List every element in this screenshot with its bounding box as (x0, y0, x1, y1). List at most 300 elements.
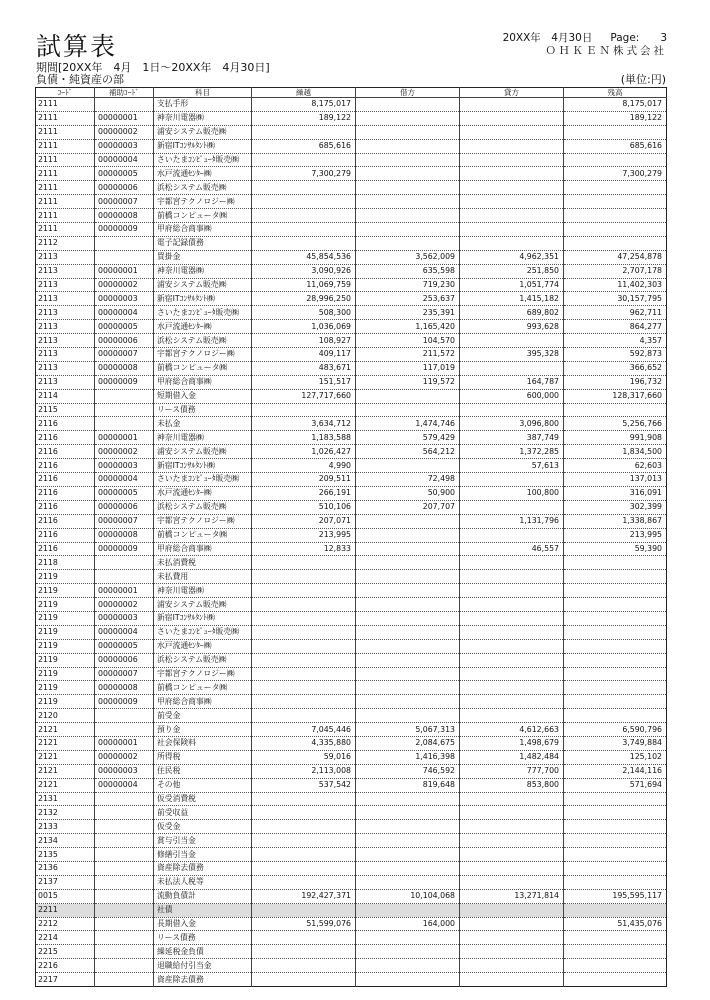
cell-debit (356, 639, 460, 653)
cell-account: 甲府総合商事㈱ (154, 542, 252, 556)
cell-account: 修繕引当金 (154, 848, 252, 862)
cell-code: 2119 (36, 667, 95, 681)
cell-code: 2132 (36, 806, 95, 820)
cell-code: 2116 (36, 514, 95, 528)
cell-credit: 13,271,814 (460, 889, 564, 903)
cell-balance (564, 209, 667, 223)
cell-debit (356, 861, 460, 875)
cell-code: 2119 (36, 681, 95, 695)
cell-code: 2116 (36, 542, 95, 556)
table-row (36, 167, 667, 181)
cell-debit (356, 153, 460, 167)
cell-account: 浜松システム販売㈱ (154, 334, 252, 348)
cell-code: 2121 (36, 750, 95, 764)
cell-carryover (252, 209, 356, 223)
cell-carryover (252, 125, 356, 139)
cell-sub-code: 00000004 (95, 306, 154, 320)
cell-account: 神奈川電器㈱ (154, 431, 252, 445)
cell-code: 2119 (36, 639, 95, 653)
cell-account: 新宿ITｺﾝｻﾙﾀﾝﾄ㈱ (154, 292, 252, 306)
table-row (36, 820, 667, 834)
cell-debit (356, 139, 460, 153)
cell-debit: 746,592 (356, 764, 460, 778)
col-header-carryover: 繰越 (252, 88, 356, 98)
cell-debit (356, 695, 460, 709)
cell-credit: 1,482,484 (460, 750, 564, 764)
table-row (36, 625, 667, 639)
cell-account: 長期借入金 (154, 917, 252, 931)
cell-credit (460, 917, 564, 931)
cell-debit: 253,637 (356, 292, 460, 306)
cell-account: 未払法人税等 (154, 875, 252, 889)
cell-carryover: 207,071 (252, 514, 356, 528)
cell-debit: 635,598 (356, 264, 460, 278)
cell-balance: 6,590,796 (564, 723, 667, 737)
cell-balance: 11,402,303 (564, 278, 667, 292)
cell-credit: 1,372,285 (460, 445, 564, 459)
cell-balance (564, 195, 667, 209)
table-row (36, 750, 667, 764)
cell-balance: 3,749,884 (564, 736, 667, 750)
cell-balance: 366,652 (564, 361, 667, 375)
table-row (36, 542, 667, 556)
cell-debit (356, 806, 460, 820)
cell-sub-code (95, 973, 154, 987)
cell-credit: 100,800 (460, 486, 564, 500)
cell-credit (460, 903, 564, 917)
cell-account: 水戸流通ｾﾝﾀｰ㈱ (154, 320, 252, 334)
cell-carryover (252, 653, 356, 667)
cell-account: 電子記録債務 (154, 236, 252, 250)
cell-code: 2111 (36, 209, 95, 223)
cell-sub-code: 00000001 (95, 736, 154, 750)
cell-sub-code (95, 875, 154, 889)
cell-balance (564, 125, 667, 139)
cell-carryover (252, 625, 356, 639)
cell-credit (460, 500, 564, 514)
cell-code: 2118 (36, 556, 95, 570)
col-header-debit: 借方 (356, 88, 460, 98)
cell-sub-code: 00000002 (95, 278, 154, 292)
cell-carryover (252, 834, 356, 848)
table-row (36, 292, 667, 306)
cell-carryover: 7,300,279 (252, 167, 356, 181)
cell-carryover: 45,854,536 (252, 250, 356, 264)
cell-debit (356, 959, 460, 973)
cell-account: 仮受消費税 (154, 792, 252, 806)
cell-balance (564, 236, 667, 250)
cell-sub-code (95, 861, 154, 875)
cell-balance: 991,908 (564, 431, 667, 445)
cell-balance (564, 570, 667, 584)
cell-code: 2111 (36, 153, 95, 167)
table-row (36, 111, 667, 125)
cell-balance (564, 667, 667, 681)
cell-account: 浦安システム販売㈱ (154, 125, 252, 139)
cell-debit: 50,900 (356, 486, 460, 500)
cell-sub-code (95, 820, 154, 834)
table-row (36, 917, 667, 931)
table-row (36, 945, 667, 959)
cell-balance (564, 848, 667, 862)
cell-balance: 137,013 (564, 473, 667, 487)
table-row (36, 723, 667, 737)
cell-account: 宇都宮テクノロジー㈱ (154, 195, 252, 209)
cell-credit: 4,962,351 (460, 250, 564, 264)
cell-credit (460, 625, 564, 639)
cell-debit (356, 848, 460, 862)
cell-carryover (252, 875, 356, 889)
table-row (36, 306, 667, 320)
cell-balance (564, 931, 667, 945)
cell-debit: 5,067,313 (356, 723, 460, 737)
cell-debit (356, 403, 460, 417)
cell-credit (460, 931, 564, 945)
cell-credit: 1,051,774 (460, 278, 564, 292)
cell-code: 2113 (36, 320, 95, 334)
table-row (36, 848, 667, 862)
cell-debit (356, 667, 460, 681)
cell-carryover: 192,427,371 (252, 889, 356, 903)
cell-credit: 689,802 (460, 306, 564, 320)
cell-account: 甲府総合商事㈱ (154, 695, 252, 709)
cell-carryover: 508,300 (252, 306, 356, 320)
cell-debit (356, 598, 460, 612)
cell-balance (564, 903, 667, 917)
cell-account: 社債 (154, 903, 252, 917)
cell-credit (460, 861, 564, 875)
cell-credit (460, 111, 564, 125)
cell-carryover (252, 223, 356, 237)
table-row (36, 98, 667, 112)
cell-account: 預り金 (154, 723, 252, 737)
table-row (36, 278, 667, 292)
cell-code: 2119 (36, 653, 95, 667)
cell-code: 2111 (36, 111, 95, 125)
cell-debit: 211,572 (356, 348, 460, 362)
cell-credit: 600,000 (460, 389, 564, 403)
cell-debit (356, 528, 460, 542)
cell-debit (356, 792, 460, 806)
cell-credit (460, 209, 564, 223)
table-row (36, 181, 667, 195)
cell-sub-code: 00000004 (95, 625, 154, 639)
cell-balance: 864,277 (564, 320, 667, 334)
cell-debit (356, 945, 460, 959)
cell-debit: 719,230 (356, 278, 460, 292)
cell-sub-code: 00000002 (95, 125, 154, 139)
cell-sub-code (95, 570, 154, 584)
cell-sub-code: 00000004 (95, 778, 154, 792)
cell-carryover (252, 931, 356, 945)
cell-credit (460, 653, 564, 667)
cell-sub-code (95, 403, 154, 417)
cell-balance: 1,338,867 (564, 514, 667, 528)
cell-code: 2116 (36, 431, 95, 445)
table-row (36, 570, 667, 584)
cell-credit: 395,328 (460, 348, 564, 362)
cell-account: 神奈川電器㈱ (154, 111, 252, 125)
table-row (36, 403, 667, 417)
cell-account: 宇都宮テクノロジー㈱ (154, 348, 252, 362)
cell-balance (564, 653, 667, 667)
cell-balance (564, 598, 667, 612)
table-row (36, 556, 667, 570)
cell-code: 2111 (36, 139, 95, 153)
cell-balance: 302,399 (564, 500, 667, 514)
cell-account: 賞与引当金 (154, 834, 252, 848)
table-row (36, 236, 667, 250)
table-row (36, 834, 667, 848)
cell-credit: 853,800 (460, 778, 564, 792)
cell-sub-code (95, 556, 154, 570)
cell-debit (356, 973, 460, 987)
cell-carryover (252, 611, 356, 625)
cell-credit (460, 959, 564, 973)
cell-account: 浦安システム販売㈱ (154, 445, 252, 459)
cell-debit (356, 611, 460, 625)
cell-debit (356, 195, 460, 209)
cell-credit: 57,613 (460, 459, 564, 473)
cell-sub-code: 00000007 (95, 514, 154, 528)
cell-debit (356, 111, 460, 125)
cell-code: 2116 (36, 500, 95, 514)
cell-code: 2119 (36, 570, 95, 584)
table-row (36, 445, 667, 459)
cell-account: 未払消費税 (154, 556, 252, 570)
cell-code: 2211 (36, 903, 95, 917)
cell-sub-code: 00000005 (95, 320, 154, 334)
table-body (36, 98, 667, 987)
cell-credit (460, 195, 564, 209)
table-row (36, 486, 667, 500)
cell-account: 水戸流通ｾﾝﾀｰ㈱ (154, 486, 252, 500)
cell-debit (356, 625, 460, 639)
cell-carryover: 189,122 (252, 111, 356, 125)
cell-code: 2113 (36, 348, 95, 362)
cell-sub-code (95, 931, 154, 945)
cell-code: 2212 (36, 917, 95, 931)
cell-carryover (252, 959, 356, 973)
cell-balance (564, 639, 667, 653)
cell-credit (460, 639, 564, 653)
cell-account: 前橋コンピュータ㈱ (154, 209, 252, 223)
cell-sub-code: 00000001 (95, 584, 154, 598)
cell-sub-code: 00000006 (95, 181, 154, 195)
cell-sub-code (95, 98, 154, 112)
cell-account: さいたまｺﾝﾋﾟｭｰﾀ販売㈱ (154, 153, 252, 167)
cell-carryover (252, 403, 356, 417)
cell-code: 2134 (36, 834, 95, 848)
cell-balance: 1,834,500 (564, 445, 667, 459)
cell-credit (460, 834, 564, 848)
cell-balance (564, 834, 667, 848)
col-header-balance: 残高 (564, 88, 667, 98)
page-number: Page: 3 (610, 32, 667, 44)
cell-credit (460, 223, 564, 237)
cell-sub-code: 00000009 (95, 695, 154, 709)
trial-balance-table (35, 87, 667, 987)
table-row (36, 736, 667, 750)
table-row (36, 681, 667, 695)
table-row (36, 250, 667, 264)
cell-balance (564, 806, 667, 820)
cell-code: 2113 (36, 334, 95, 348)
cell-carryover: 8,175,017 (252, 98, 356, 112)
cell-carryover (252, 556, 356, 570)
cell-carryover: 213,995 (252, 528, 356, 542)
cell-account: 住民税 (154, 764, 252, 778)
cell-balance (564, 584, 667, 598)
cell-balance (564, 973, 667, 987)
cell-code: 2135 (36, 848, 95, 862)
cell-code: 2113 (36, 375, 95, 389)
cell-carryover: 51,599,076 (252, 917, 356, 931)
cell-carryover: 1,183,588 (252, 431, 356, 445)
cell-balance (564, 959, 667, 973)
cell-balance (564, 181, 667, 195)
cell-code: 2217 (36, 973, 95, 987)
cell-balance: 195,595,117 (564, 889, 667, 903)
cell-code: 2120 (36, 709, 95, 723)
table-header-row (36, 88, 667, 98)
cell-code: 2116 (36, 473, 95, 487)
cell-debit (356, 875, 460, 889)
cell-sub-code: 00000009 (95, 223, 154, 237)
cell-debit (356, 223, 460, 237)
cell-code: 2116 (36, 445, 95, 459)
cell-code: 2116 (36, 417, 95, 431)
cell-carryover (252, 570, 356, 584)
cell-debit (356, 570, 460, 584)
table-row (36, 861, 667, 875)
cell-credit (460, 667, 564, 681)
cell-carryover: 3,090,926 (252, 264, 356, 278)
cell-sub-code (95, 389, 154, 403)
cell-credit (460, 153, 564, 167)
cell-balance (564, 875, 667, 889)
cell-sub-code (95, 236, 154, 250)
cell-credit: 251,850 (460, 264, 564, 278)
cell-carryover: 28,996,250 (252, 292, 356, 306)
cell-debit (356, 236, 460, 250)
company-name: ＯＨＫＥＮ株式会社 (545, 45, 667, 57)
cell-carryover: 483,671 (252, 361, 356, 375)
cell-balance (564, 945, 667, 959)
cell-carryover: 7,045,446 (252, 723, 356, 737)
cell-balance: 47,254,878 (564, 250, 667, 264)
cell-carryover (252, 584, 356, 598)
cell-sub-code: 00000003 (95, 764, 154, 778)
cell-credit (460, 528, 564, 542)
table-row (36, 806, 667, 820)
cell-carryover: 266,191 (252, 486, 356, 500)
cell-code: 2113 (36, 361, 95, 375)
table-row (36, 361, 667, 375)
cell-credit (460, 473, 564, 487)
cell-sub-code: 00000008 (95, 681, 154, 695)
cell-debit: 3,562,009 (356, 250, 460, 264)
cell-code: 2111 (36, 223, 95, 237)
cell-balance: 8,175,017 (564, 98, 667, 112)
cell-account: 新宿ITｺﾝｻﾙﾀﾝﾄ㈱ (154, 611, 252, 625)
table-row (36, 667, 667, 681)
cell-sub-code: 00000008 (95, 528, 154, 542)
cell-sub-code: 00000005 (95, 167, 154, 181)
cell-code: 2112 (36, 236, 95, 250)
cell-credit: 777,700 (460, 764, 564, 778)
cell-account: 浦安システム販売㈱ (154, 598, 252, 612)
cell-code: 2114 (36, 389, 95, 403)
cell-sub-code: 00000001 (95, 264, 154, 278)
cell-balance (564, 625, 667, 639)
cell-account: 浜松システム販売㈱ (154, 500, 252, 514)
cell-sub-code (95, 792, 154, 806)
cell-credit (460, 695, 564, 709)
cell-debit (356, 584, 460, 598)
cell-carryover (252, 820, 356, 834)
cell-code: 2131 (36, 792, 95, 806)
cell-sub-code: 00000006 (95, 653, 154, 667)
cell-credit (460, 820, 564, 834)
cell-account: リース債務 (154, 403, 252, 417)
cell-carryover: 537,542 (252, 778, 356, 792)
cell-balance: 962,711 (564, 306, 667, 320)
cell-balance (564, 709, 667, 723)
cell-code: 2111 (36, 167, 95, 181)
table-row (36, 584, 667, 598)
cell-carryover (252, 945, 356, 959)
cell-credit (460, 181, 564, 195)
table-row (36, 209, 667, 223)
cell-credit (460, 806, 564, 820)
cell-account: 新宿ITｺﾝｻﾙﾀﾝﾄ㈱ (154, 459, 252, 473)
cell-balance (564, 861, 667, 875)
cell-debit (356, 181, 460, 195)
cell-carryover (252, 848, 356, 862)
cell-sub-code: 00000007 (95, 667, 154, 681)
cell-account: 所得税 (154, 750, 252, 764)
cell-debit (356, 98, 460, 112)
cell-debit: 1,416,398 (356, 750, 460, 764)
cell-account: 神奈川電器㈱ (154, 584, 252, 598)
cell-credit (460, 709, 564, 723)
cell-account: 浜松システム販売㈱ (154, 653, 252, 667)
cell-account: さいたまｺﾝﾋﾟｭｰﾀ販売㈱ (154, 306, 252, 320)
cell-debit (356, 556, 460, 570)
cell-debit: 10,104,068 (356, 889, 460, 903)
table-row (36, 889, 667, 903)
cell-code: 2119 (36, 598, 95, 612)
cell-code: 2216 (36, 959, 95, 973)
report-period: 期間[20XX年 4月 1日～20XX年 4月30日] (36, 61, 270, 74)
cell-debit (356, 209, 460, 223)
cell-account: 宇都宮テクノロジー㈱ (154, 667, 252, 681)
cell-account: 前橋コンピュータ㈱ (154, 681, 252, 695)
cell-carryover: 2,113,008 (252, 764, 356, 778)
cell-account: 社会保険料 (154, 736, 252, 750)
table-row (36, 778, 667, 792)
cell-debit: 819,648 (356, 778, 460, 792)
table-row (36, 514, 667, 528)
cell-balance (564, 556, 667, 570)
cell-code: 2111 (36, 181, 95, 195)
report-header-right (503, 32, 667, 58)
cell-debit: 104,570 (356, 334, 460, 348)
cell-credit (460, 361, 564, 375)
cell-sub-code: 00000003 (95, 292, 154, 306)
cell-carryover (252, 153, 356, 167)
